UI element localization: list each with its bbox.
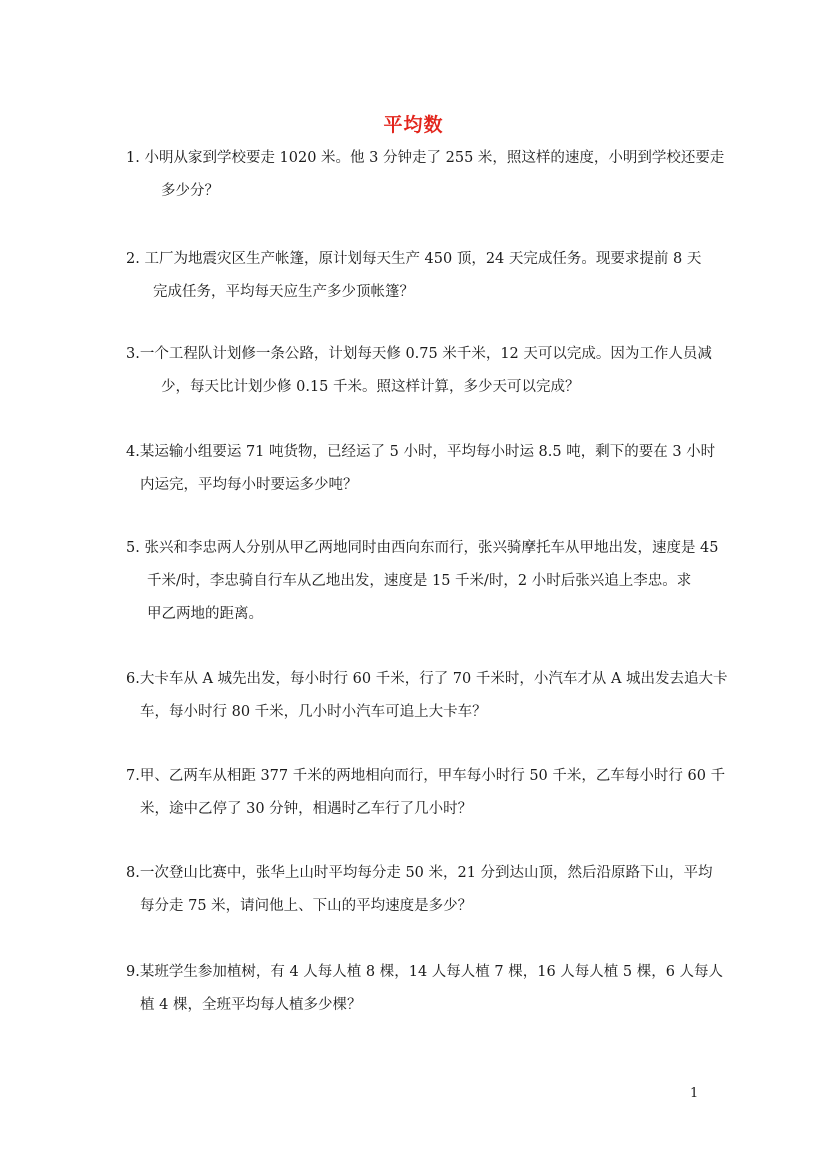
question-4-line-1: 4.某运输小组要运 71 吨货物，已经运了 5 小时，平均每小时运 8.5 吨，剩下的要在 3 小时 — [126, 444, 716, 460]
question-8 — [126, 857, 716, 923]
question-2-line-2: 完成任务，平均每天应生产多少顶帐篷？ — [153, 284, 414, 300]
question-5-line-3: 甲乙两地的距离。 — [147, 606, 263, 622]
question-3-line-1: 3.一个工程队计划修一条公路，计划每天修 0.75 米千米，12 天可以完成。因为工作人员减 — [126, 346, 712, 362]
question-1 — [126, 142, 725, 208]
question-5 — [126, 532, 719, 631]
question-8-line-1: 8.一次登山比赛中，张华上山时平均每分走 50 米，21 分到达山顶，然后沿原路下山，平均 — [126, 865, 713, 881]
question-1-line-2: 多少分？ — [161, 183, 219, 199]
question-1-line-1: 1. 小明从家到学校要走 1020 米。他 3 分钟走了 255 米，照这样的速度，小明到学校还要走 — [126, 150, 725, 166]
question-9-line-2: 植 4 棵，全班平均每人植多少棵？ — [140, 997, 362, 1013]
question-4 — [126, 436, 716, 502]
question-8-line-2: 每分走 75 米，请问他上、下山的平均速度是多少？ — [140, 898, 473, 914]
question-5-line-2: 千米/时，李忠骑自行车从乙地出发，速度是 15 千米/时，2 小时后张兴追上李忠。求 — [147, 573, 692, 589]
question-4-line-2: 内运完，平均每小时要运多少吨？ — [140, 477, 358, 493]
question-2 — [126, 243, 716, 309]
question-5-line-1: 5. 张兴和李忠两人分别从甲乙两地同时由西向东而行，张兴骑摩托车从甲地出发，速度是 45 — [126, 540, 719, 556]
page-title: 平均数 — [383, 114, 444, 136]
question-9 — [126, 956, 724, 1022]
question-9-line-1: 9.某班学生参加植树，有 4 人每人植 8 棵，14 人每人植 7 棵，16 人每人植 5 棵，6 人每人 — [126, 964, 724, 980]
question-7-line-1: 7.甲、乙两车从相距 377 千米的两地相向而行，甲车每小时行 50 千米，乙车每小时行 60 千 — [126, 768, 726, 784]
question-7 — [126, 760, 726, 826]
question-6 — [126, 663, 728, 729]
question-6-line-2: 车，每小时行 80 千米，几小时小汽车可追上大卡车？ — [140, 704, 487, 720]
question-3-line-2: 少，每天比计划少修 0.15 千米。照这样计算，多少天可以完成？ — [161, 379, 580, 395]
page-number: 1 — [690, 1086, 699, 1101]
question-2-line-1: 2. 工厂为地震灾区生产帐篷，原计划每天生产 450 顶，24 天完成任务。现要求提前 8 天 — [126, 251, 702, 267]
question-7-line-2: 米，途中乙停了 30 分钟，相遇时乙车行了几小时？ — [140, 801, 473, 817]
question-6-line-1: 6.大卡车从 A 城先出发，每小时行 60 千米，行了 70 千米时，小汽车才从 A 城出发去追大卡 — [126, 671, 728, 687]
question-3 — [126, 338, 716, 404]
